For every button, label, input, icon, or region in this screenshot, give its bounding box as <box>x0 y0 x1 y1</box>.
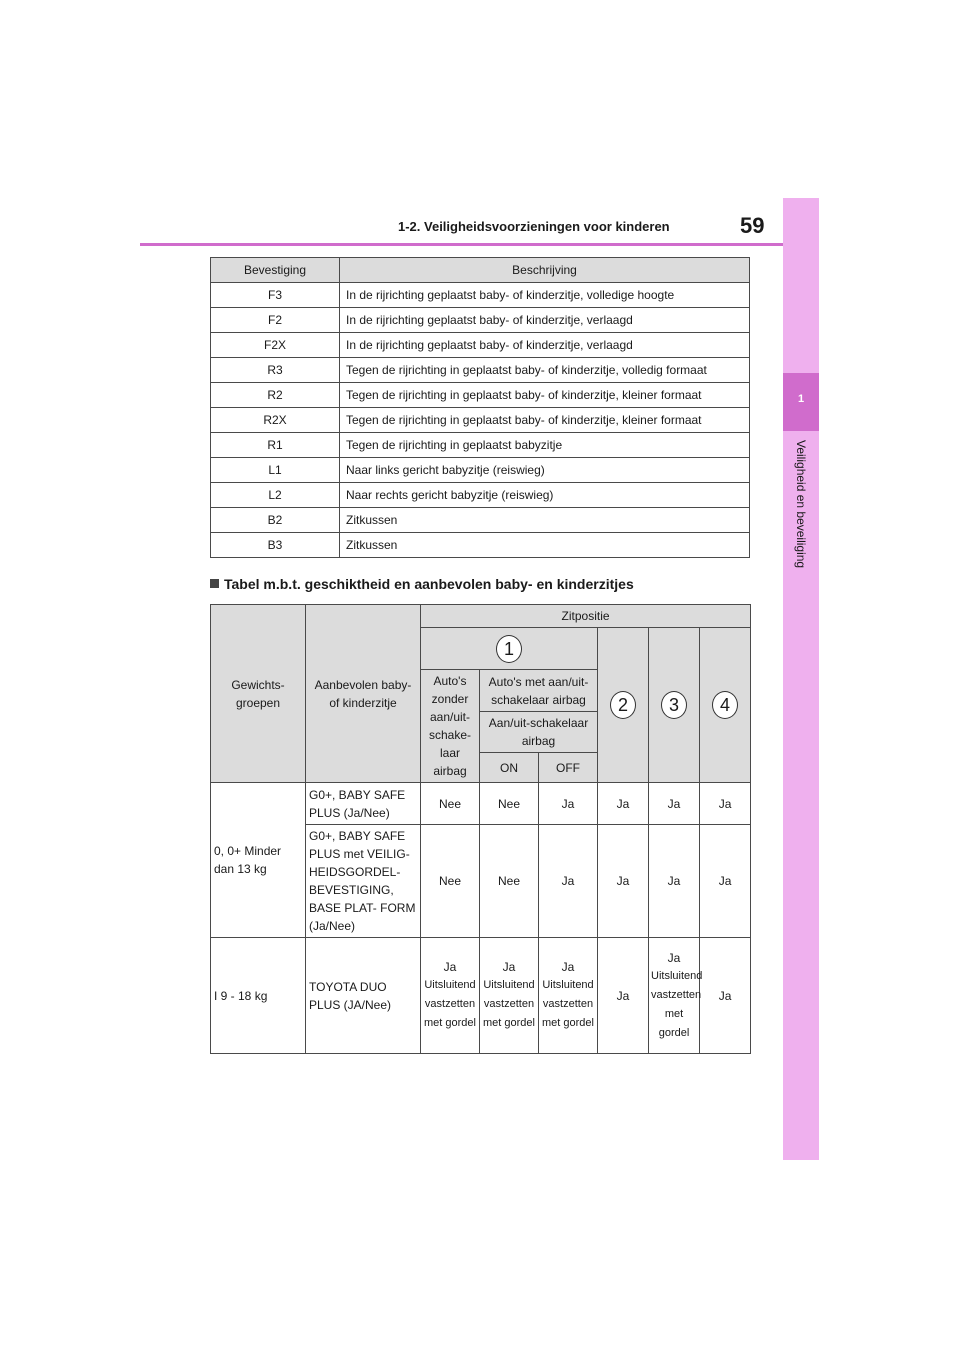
fixation-code: B2 <box>211 508 340 533</box>
seat-name: G0+, BABY SAFE PLUS met VEILIG- HEIDSGORDEL- BEVESTIGING, BASE PLAT- FORM (Ja/Nee) <box>306 825 421 938</box>
cell-value <box>649 938 703 1054</box>
fixation-code: F3 <box>211 283 340 308</box>
cell-ja: Ja <box>502 960 516 974</box>
fixation-desc: In de rijrichting geplaatst baby- of kinderzitje, verlaagd <box>340 308 750 333</box>
chapter-title: 1-2. Veiligheidsvoorzieningen voor kinderen <box>398 219 670 234</box>
cell-note: Uitsluitend vastzetten met gordel <box>483 979 535 1029</box>
header-no-airbag-switch: Auto's zonder aan/uit- schake- laar airbag <box>421 670 480 783</box>
header-with-airbag-switch: Auto's met aan/uit- schakelaar airbag <box>480 670 598 712</box>
cell-ja: Ja <box>443 960 457 974</box>
table-row <box>211 358 750 383</box>
section-heading <box>210 576 634 592</box>
table-row <box>211 383 750 408</box>
table-row <box>211 283 750 308</box>
fixation-code: R2X <box>211 408 340 433</box>
weight-group-1: I 9 - 18 kg <box>211 938 306 1054</box>
header-seat-position: Zitpositie <box>421 605 751 628</box>
position-1-header <box>421 628 598 670</box>
fixation-code: L2 <box>211 483 340 508</box>
header-airbag-switch: Aan/uit-schakelaar airbag <box>480 712 598 753</box>
cell-value: Ja <box>649 825 700 938</box>
fixation-desc: Zitkussen <box>340 533 750 558</box>
fixation-desc: In de rijrichting geplaatst baby- of kinderzitje, verlaagd <box>340 333 750 358</box>
header-bevestiging: Bevestiging <box>211 258 340 283</box>
fixation-code: F2 <box>211 308 340 333</box>
table-row <box>211 483 750 508</box>
fixation-desc: Tegen de rijrichting in geplaatst babyzitje <box>340 433 750 458</box>
fixation-desc: In de rijrichting geplaatst baby- of kinderzitje, volledige hoogte <box>340 283 750 308</box>
seat-name: TOYOTA DUO PLUS (JA/Nee) <box>306 938 421 1054</box>
table-row <box>211 433 750 458</box>
header-rule <box>140 243 783 246</box>
fixation-desc: Tegen de rijrichting in geplaatst baby- of kinderzitje, kleiner formaat <box>340 383 750 408</box>
cell-value: Ja <box>700 938 751 1054</box>
fixation-code: R1 <box>211 433 340 458</box>
side-tab <box>783 198 819 1160</box>
fixation-code: F2X <box>211 333 340 358</box>
position-2-icon: 2 <box>610 691 636 719</box>
header-weight-groups: Gewichts- groepen <box>211 605 306 783</box>
weight-group-0: 0, 0+ Minder dan 13 kg <box>211 783 306 938</box>
cell-value: Ja <box>598 825 649 938</box>
table-header-row <box>211 258 750 283</box>
side-tab-chapter-number: 1 <box>797 393 805 405</box>
seat-name: G0+, BABY SAFE PLUS (Ja/Nee) <box>306 783 421 825</box>
cell-value: Nee <box>421 783 480 825</box>
cell-note: Uitsluitend vastzetten met gordel <box>542 979 594 1029</box>
position-4-icon: 4 <box>712 691 738 719</box>
fixation-desc: Tegen de rijrichting in geplaatst baby- of kinderzitje, kleiner formaat <box>340 408 750 433</box>
cell-value: Nee <box>480 783 539 825</box>
section-heading-text: Tabel m.b.t. geschiktheid en aanbevolen baby- en kinderzitjes <box>224 576 634 592</box>
header-on: ON <box>480 753 539 783</box>
table-row <box>211 308 750 333</box>
cell-value: Ja <box>539 825 598 938</box>
cell-value: Ja <box>598 938 649 1054</box>
fixation-code: R2 <box>211 383 340 408</box>
table-row <box>211 783 751 825</box>
cell-note: Uitsluitend vastzetten met gordel <box>651 969 703 1039</box>
cell-value: Ja <box>700 825 751 938</box>
fixation-code: B3 <box>211 533 340 558</box>
fixation-code: L1 <box>211 458 340 483</box>
position-3-icon: 3 <box>661 691 687 719</box>
position-2-header <box>598 628 649 783</box>
table-row <box>211 458 750 483</box>
table-header-row <box>211 605 751 628</box>
cell-value: Nee <box>421 825 480 938</box>
fixation-table <box>210 257 750 558</box>
cell-ja: Ja <box>667 950 681 965</box>
cell-value <box>539 938 598 1054</box>
position-1-icon: 1 <box>496 635 522 663</box>
header-off: OFF <box>539 753 598 783</box>
cell-value <box>480 938 539 1054</box>
cell-value: Ja <box>539 783 598 825</box>
cell-value: Nee <box>480 825 539 938</box>
table-row <box>211 333 750 358</box>
table-row <box>211 408 750 433</box>
header-beschrijving: Beschrijving <box>340 258 750 283</box>
header-recommended-seat: Aanbevolen baby- of kinderzitje <box>306 605 421 783</box>
square-bullet-icon <box>210 579 219 588</box>
fixation-desc: Naar rechts gericht babyzitje (reiswieg) <box>340 483 750 508</box>
position-4-header <box>700 628 751 783</box>
table-row <box>211 533 750 558</box>
page-number: 59 <box>740 213 765 238</box>
suitability-table <box>210 604 751 1054</box>
cell-value: Ja <box>649 783 700 825</box>
cell-ja: Ja <box>561 960 575 974</box>
cell-value: Ja <box>598 783 649 825</box>
side-tab-label: Veiligheid en beveiliging <box>794 440 808 569</box>
fixation-code: R3 <box>211 358 340 383</box>
cell-value <box>421 938 480 1054</box>
fixation-desc: Naar links gericht babyzitje (reiswieg) <box>340 458 750 483</box>
cell-value: Ja <box>700 783 751 825</box>
fixation-desc: Zitkussen <box>340 508 750 533</box>
fixation-desc: Tegen de rijrichting in geplaatst baby- of kinderzitje, volledig formaat <box>340 358 750 383</box>
table-row <box>211 938 751 1054</box>
table-row <box>211 508 750 533</box>
cell-note: Uitsluitend vastzetten met gordel <box>424 979 476 1029</box>
position-3-header <box>649 628 700 783</box>
